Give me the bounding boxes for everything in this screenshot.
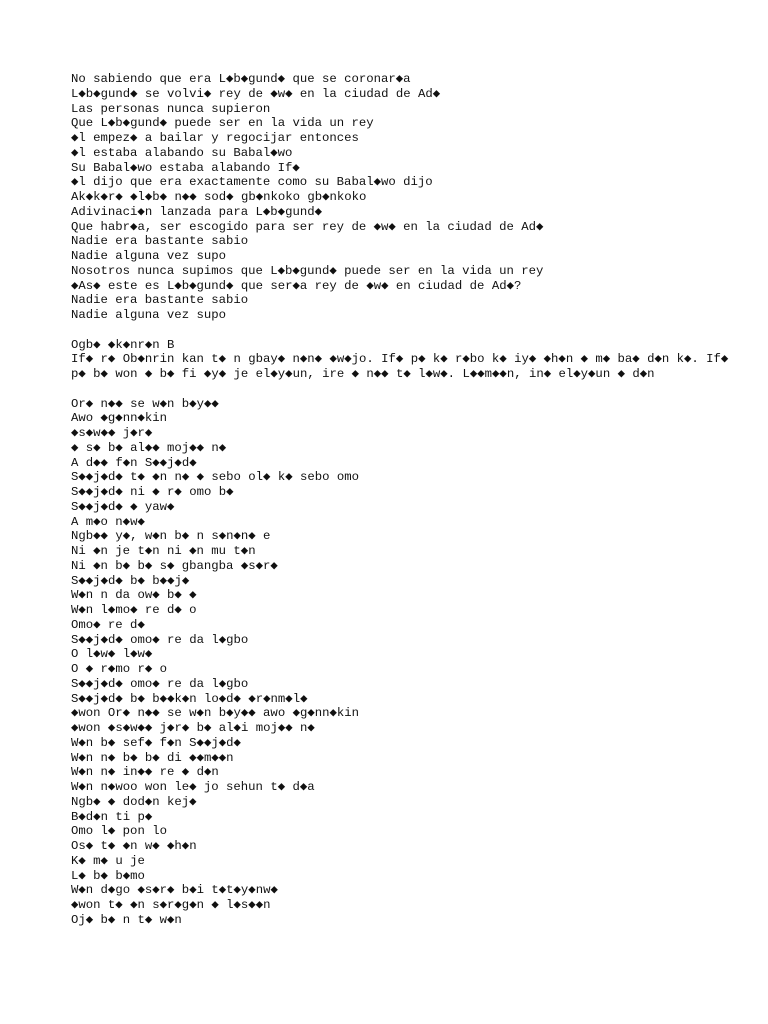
verse-line: W◆n l◆mo◆ re d◆ o <box>71 603 197 617</box>
verse-line: W◆n n da ow◆ b◆ ◆ <box>71 588 197 603</box>
verse-line: Ni ◆n je t◆n ni ◆n mu t◆n <box>71 544 256 558</box>
verse-line: Omo l◆ pon lo <box>71 824 167 839</box>
verse-line: ◆l estaba alabando su Babal◆wo <box>71 145 293 160</box>
verse-line: Omo◆ re d◆ <box>71 617 145 632</box>
verse-line: Nadie alguna vez supo <box>71 308 226 322</box>
verse-line: S◆◆j◆d◆ ◆ yaw◆ <box>71 499 175 514</box>
verse-line: W◆n n◆woo won le◆ jo sehun t◆ d◆a <box>71 780 315 794</box>
verse-line: O ◆ r◆mo r◆ o <box>71 662 168 676</box>
verse-line: Nadie alguna vez supo <box>71 249 226 263</box>
verse-line: W◆n n◆ in◆◆ re ◆ d◆n <box>71 765 219 780</box>
verse-line: B◆d◆n ti p◆ <box>71 809 153 824</box>
verse-line: S◆◆j◆d◆ t◆ ◆n n◆ ◆ sebo ol◆ k◆ sebo omo <box>71 470 360 485</box>
verse-line: Adivinaci◆n lanzada para L◆b◆gund◆ <box>71 204 322 219</box>
verse-line: Os◆ t◆ ◆n w◆ ◆h◆n <box>71 839 197 853</box>
verse-line: ◆won Or◆ n◆◆ se w◆n b◆y◆◆ awo ◆g◆nn◆kin <box>71 706 360 721</box>
verse-line: ◆l empez◆ a bailar y regocijar entonces <box>71 131 359 145</box>
verse-line: K◆ m◆ u je <box>71 853 145 868</box>
section-paragraph: If◆ r◆ Ob◆nrin kan t◆ n gbay◆ n◆n◆ ◆w◆jo. If◆ p◆ k◆ r◆bo k◆ iy◆ ◆h◆n ◆ m◆ ba◆ d◆n k◆. If◆ p◆ b◆ won ◆ b◆ fi ◆y◆ je el◆y◆un, ire ◆ n◆◆ t◆ l◆w◆. L◆◆m◆◆n, in◆ el◆y◆un ◆ d◆n <box>71 352 736 381</box>
verse-line: Su Babal◆wo estaba alabando If◆ <box>71 160 300 175</box>
verse-line: Ngb◆ ◆ dod◆n kej◆ <box>71 794 197 809</box>
verse-line: S◆◆j◆d◆ omo◆ re da l◆gbo <box>71 676 249 691</box>
verse-line: ◆s◆w◆◆ j◆r◆ <box>71 426 153 440</box>
verse-line: S◆◆j◆d◆ b◆ b◆◆j◆ <box>71 573 190 588</box>
verse-line: S◆◆j◆d◆ ni ◆ r◆ omo b◆ <box>71 485 234 499</box>
verse-line: Nosotros nunca supimos que L◆b◆gund◆ puede ser en la vida un rey <box>71 263 544 278</box>
section-heading: Ogb◆ ◆k◆nr◆n B <box>71 337 175 352</box>
verse-line: ◆won ◆s◆w◆◆ j◆r◆ b◆ al◆i moj◆◆ n◆ <box>71 721 315 735</box>
verse-line: ◆l dijo que era exactamente como su Babal◆wo dijo <box>71 175 433 190</box>
verse-line: W◆n b◆ sef◆ f◆n S◆◆j◆d◆ <box>71 735 241 750</box>
verse-line: Que habr◆a, ser escogido para ser rey de ◆w◆ en la ciudad de Ad◆ <box>71 219 544 234</box>
spanish-verse-block <box>71 72 741 323</box>
verse-line: ◆As◆ este es L◆b◆gund◆ que ser◆a rey de ◆w◆ en ciudad de Ad◆? <box>71 278 522 293</box>
verse-line: Ak◆k◆r◆ ◆l◆b◆ n◆◆ sod◆ gb◆nkoko gb◆nkoko <box>71 190 367 204</box>
verse-line: Que L◆b◆gund◆ puede ser en la vida un rey <box>71 116 374 131</box>
verse-line: W◆n d◆go ◆s◆r◆ b◆i t◆t◆y◆nw◆ <box>71 883 278 898</box>
blank-line <box>71 382 741 397</box>
verse-line: Las personas nunca supieron <box>71 101 271 116</box>
verse-line: Nadie era bastante sabio <box>71 293 249 308</box>
verse-line: S◆◆j◆d◆ omo◆ re da l◆gbo <box>71 632 249 647</box>
verse-line: W◆n n◆ b◆ b◆ di ◆◆m◆◆n <box>71 750 234 765</box>
verse-line: Awo ◆g◆nn◆kin <box>71 411 168 426</box>
verse-line: O l◆w◆ l◆w◆ <box>71 647 153 662</box>
verse-line: No sabiendo que era L◆b◆gund◆ que se coronar◆a <box>71 72 411 86</box>
document-page <box>71 72 741 928</box>
verse-line: A d◆◆ f◆n S◆◆j◆d◆ <box>71 455 197 470</box>
verse-line: Nadie era bastante sabio <box>71 234 249 249</box>
verse-line: Ngb◆◆ y◆, w◆n b◆ n s◆n◆n◆ e <box>71 529 271 544</box>
verse-line: Or◆ n◆◆ se w◆n b◆y◆◆ <box>71 396 219 411</box>
verse-line: A m◆o n◆w◆ <box>71 514 145 529</box>
yoruba-verse-block <box>71 397 741 928</box>
verse-line: L◆ b◆ b◆mo <box>71 868 145 883</box>
verse-line: Ni ◆n b◆ b◆ s◆ gbangba ◆s◆r◆ <box>71 558 278 573</box>
verse-line: ◆ s◆ b◆ al◆◆ moj◆◆ n◆ <box>71 440 227 455</box>
verse-line: L◆b◆gund◆ se volvi◆ rey de ◆w◆ en la ciudad de Ad◆ <box>71 86 441 101</box>
blank-line <box>71 323 741 338</box>
verse-line: ◆won t◆ ◆n s◆r◆g◆n ◆ l◆s◆◆n <box>71 898 271 912</box>
verse-line: S◆◆j◆d◆ b◆ b◆◆k◆n lo◆d◆ ◆r◆nm◆l◆ <box>71 691 308 706</box>
verse-line: Oj◆ b◆ n t◆ w◆n <box>71 912 182 927</box>
